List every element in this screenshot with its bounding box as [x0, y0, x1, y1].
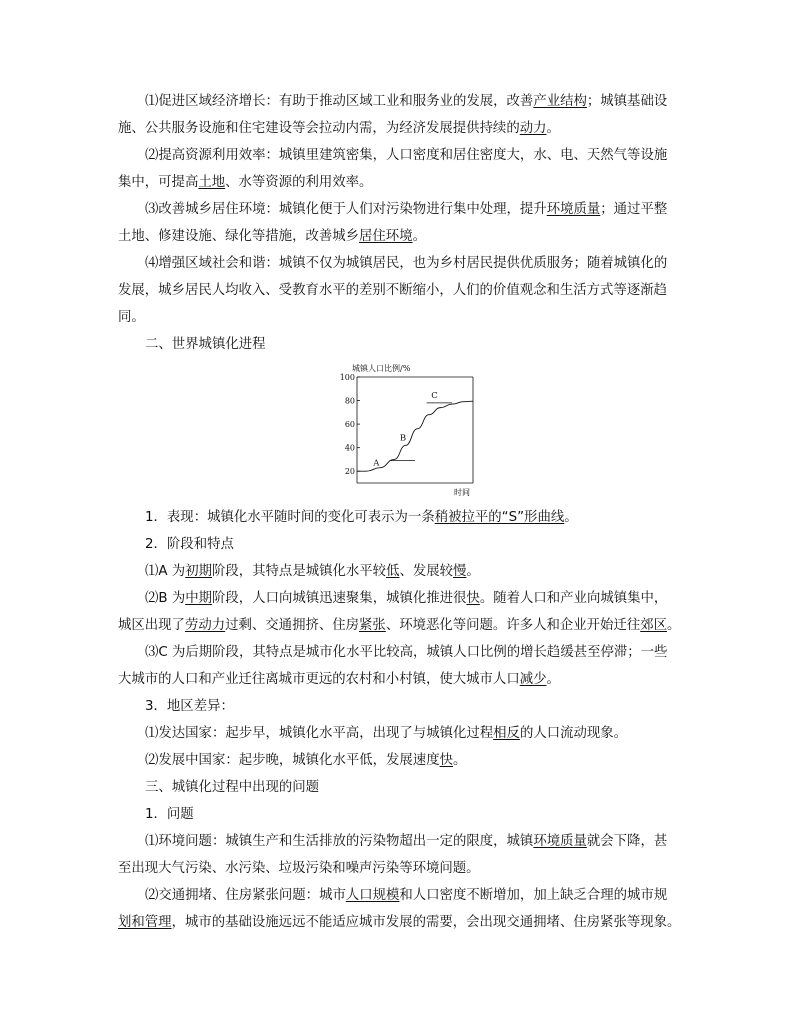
y-tick-label: 100	[340, 373, 355, 382]
section-heading: 三、城镇化过程中出现的问题	[145, 780, 320, 795]
text-line: 3．地区差异：	[145, 699, 234, 714]
text-line: 城区出现了劳动力过剩、交通拥挤、住房紧张、环境恶化等问题。许多人和企业开始迁往郊区。	[118, 618, 681, 633]
text-line: 土地、修建设施、绿化等措施，改善城乡居住环境。	[118, 229, 426, 244]
text-line: ⑷增强区域社会和谐：城镇不仅为城镇居民，也为乡村居民提供优质服务；随着城镇化的	[145, 256, 668, 271]
text-line: 1．表现：城镇化水平随时间的变化可表示为一条稍被拉平的“S”形曲线。	[145, 510, 578, 525]
y-tick-label: 80	[344, 396, 355, 406]
text-line: ⑵提高资源利用效率：城镇里建筑密集，人口密度和居住密度大，水、电、天然气等设施	[145, 148, 668, 163]
y-tick-label: 20	[344, 467, 355, 477]
text-line: ⑵B 为中期阶段，人口向城镇迅速聚集，城镇化推进很快。随着人口和产业向城镇集中，	[145, 591, 668, 606]
text-line: 发展，城乡居民人均收入、受教育水平的差别不断缩小，人们的价值观念和生活方式等逐渐趋	[118, 283, 668, 298]
text-line: 大城市的人口和产业迁往离城市更远的农村和小村镇，使大城市人口减少。	[118, 672, 560, 687]
stage-label: B	[399, 433, 407, 444]
section-heading: 二、世界城镇化进程	[145, 337, 266, 352]
text-line: ⑴环境问题：城镇生产和生活排放的污染物超出一定的限度，城镇环境质量就会下降，甚	[145, 834, 668, 849]
stage-label: C	[431, 391, 438, 402]
text-line: 同。	[118, 310, 145, 325]
text-line: ⑵交通拥堵、住房紧张问题：城市人口规模和人口密度不断增加，加上缺乏合理的城市规	[145, 888, 668, 903]
text-line: ⑶C 为后期阶段，其特点是城市化水平比较高，城镇人口比例的增长趋缓甚至停滞；一些	[145, 645, 668, 660]
text-line: 至出现大气污染、水污染、垃圾污染和噪声污染等环境问题。	[118, 861, 480, 876]
text-line: 划和管理，城市的基础设施远远不能适应城市发展的需要，会出现交通拥堵、住房紧张等现象。	[118, 915, 681, 930]
x-axis-label: 时间	[454, 488, 470, 497]
text-line: ⑵发展中国家：起步晚，城镇化水平低，发展速度快。	[145, 753, 467, 768]
urbanization-s-curve-chart	[340, 363, 490, 499]
text-line: ⑴发达国家：起步早，城镇化水平高，出现了与城镇化过程相反的人口流动现象。	[145, 726, 628, 741]
text-line: ⑴A 为初期阶段，其特点是城镇化水平较低、发展较慢。	[145, 564, 480, 579]
text-line: 施、公共服务设施和住宅建设等会拉动内需，为经济发展提供持续的动力。	[118, 121, 560, 136]
text-line: ⑴促进区域经济增长：有助于推动区域工业和服务业的发展，改善产业结构；城镇基础设	[145, 94, 668, 109]
y-tick-label: 60	[344, 420, 355, 430]
y-tick-label: 40	[344, 443, 355, 453]
y-axis-label: 城镇人口比例/%	[352, 364, 411, 373]
text-line: 1．问题	[145, 807, 194, 822]
text-line: 集中，可提高土地、水等资源的利用效率。	[118, 175, 373, 190]
text-line: 2．阶段和特点	[145, 537, 234, 552]
stage-label: A	[373, 458, 380, 469]
text-line: ⑶改善城乡居住环境：城镇化便于人们对污染物进行集中处理，提升环境质量；通过平整	[145, 202, 668, 217]
